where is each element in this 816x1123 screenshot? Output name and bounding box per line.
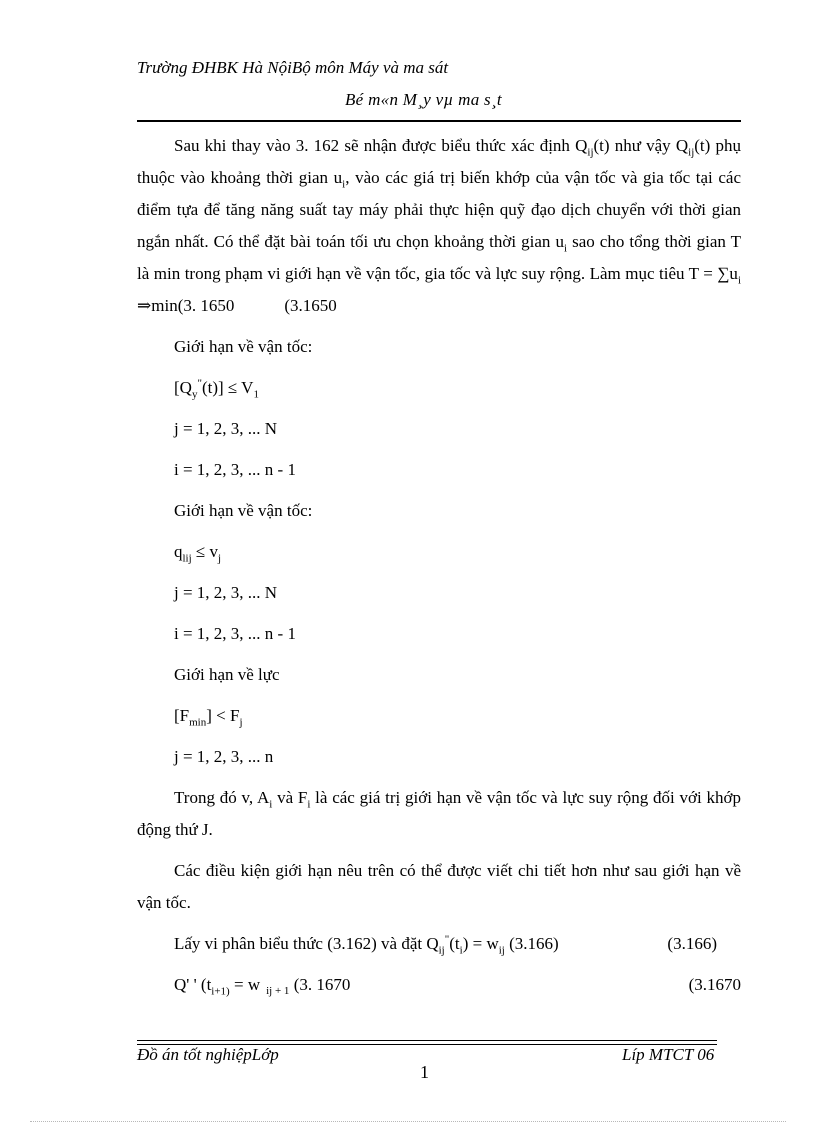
equation-line-3-167: Q' ' ($t_{i+1)} = w$ $_{ij + 1}$ (3. 1670 (3.1670 — [137, 969, 741, 1001]
running-header-department: Bé m«n M¸y vµ ma s¸t — [345, 90, 502, 109]
force-heading: Giới hạn về lực — [174, 665, 280, 684]
paragraph-detailed-conditions: Các điều kiện giới hạn nêu trên có thể được viết chi tiết hơn như sau giới hạn về vận tốc. — [137, 861, 741, 912]
equation-ref: (3.166) — [667, 934, 717, 953]
equation-ref: (3.1670 — [688, 975, 741, 994]
velocity-heading-1: Giới hạn về vận tốc: — [174, 337, 313, 356]
i-range-2: i = 1, 2, 3, ... n - 1 — [174, 624, 296, 643]
j-range-3: j = 1, 2, 3, ... n — [174, 747, 274, 766]
paragraph-limits-definition: Trong đó v, $A_i$ và $F_i$ là các giá trị giới hạn về vận tốc và lực suy rộng đối với khớp động thứ J. — [137, 788, 741, 839]
footer-class-label: Líp MTCT 06 — [622, 1045, 715, 1064]
equation-line-3-166: Lấy vi phân biểu thức (3.162) và đặt $Q_{ij}^"(t_i) = w_{ij}$ (3.166) (3.166) — [137, 928, 741, 960]
i-range-1: i = 1, 2, 3, ... n - 1 — [174, 460, 296, 479]
running-header-university: Trường ĐHBK Hà NộiBộ môn Máy và ma sát — [137, 58, 449, 77]
page-bottom-dotted-rule — [30, 1121, 786, 1122]
header-rule — [137, 120, 741, 122]
document-body — [137, 130, 741, 1010]
inequality-velocity-2: $q_{lij} \le v_j$ — [174, 542, 222, 565]
equation-ref: (3.1650 — [284, 296, 337, 315]
j-range-1: j = 1, 2, 3, ... N — [174, 419, 278, 438]
velocity-heading-2: Giới hạn về vận tốc: — [174, 501, 313, 520]
page-number: 1 — [420, 1062, 429, 1082]
paragraph-optimization-intro: Sau khi thay vào 3. 162 sẽ nhận được biểu thức xác định $Q_{ij}(t)$ như vậy $Q_{ij}(t)$ phụ thuộc vào khoảng thời gian $u_i$, vào các giá trị biến khớp của vận tốc và gia tốc tại các điểm tựa để tăng năng suất tay máy phải thực hiện quỹ đạo dịch chuyển với thời gian ngắn nhất. Có thể đặt bài toán tối ưu chọn khoảng thời gian $u_i$ sao cho tổng thời gian T là min trong phạm vi giới hạn về vận tốc, gia tốc và lực suy rộng. Làm mục tiêu $T = \sum u_i$ ⇒min(3. 1650 (3.1650 — [137, 136, 741, 315]
inequality-force: $[F_{min}] < F_j$ — [174, 706, 243, 729]
inequality-velocity-1: $[Q_y^"(t)] \le V_1$ — [174, 377, 259, 401]
footer-thesis-label: Đồ án tốt nghiệpLớp — [137, 1045, 279, 1064]
j-range-2: j = 1, 2, 3, ... N — [174, 583, 278, 602]
